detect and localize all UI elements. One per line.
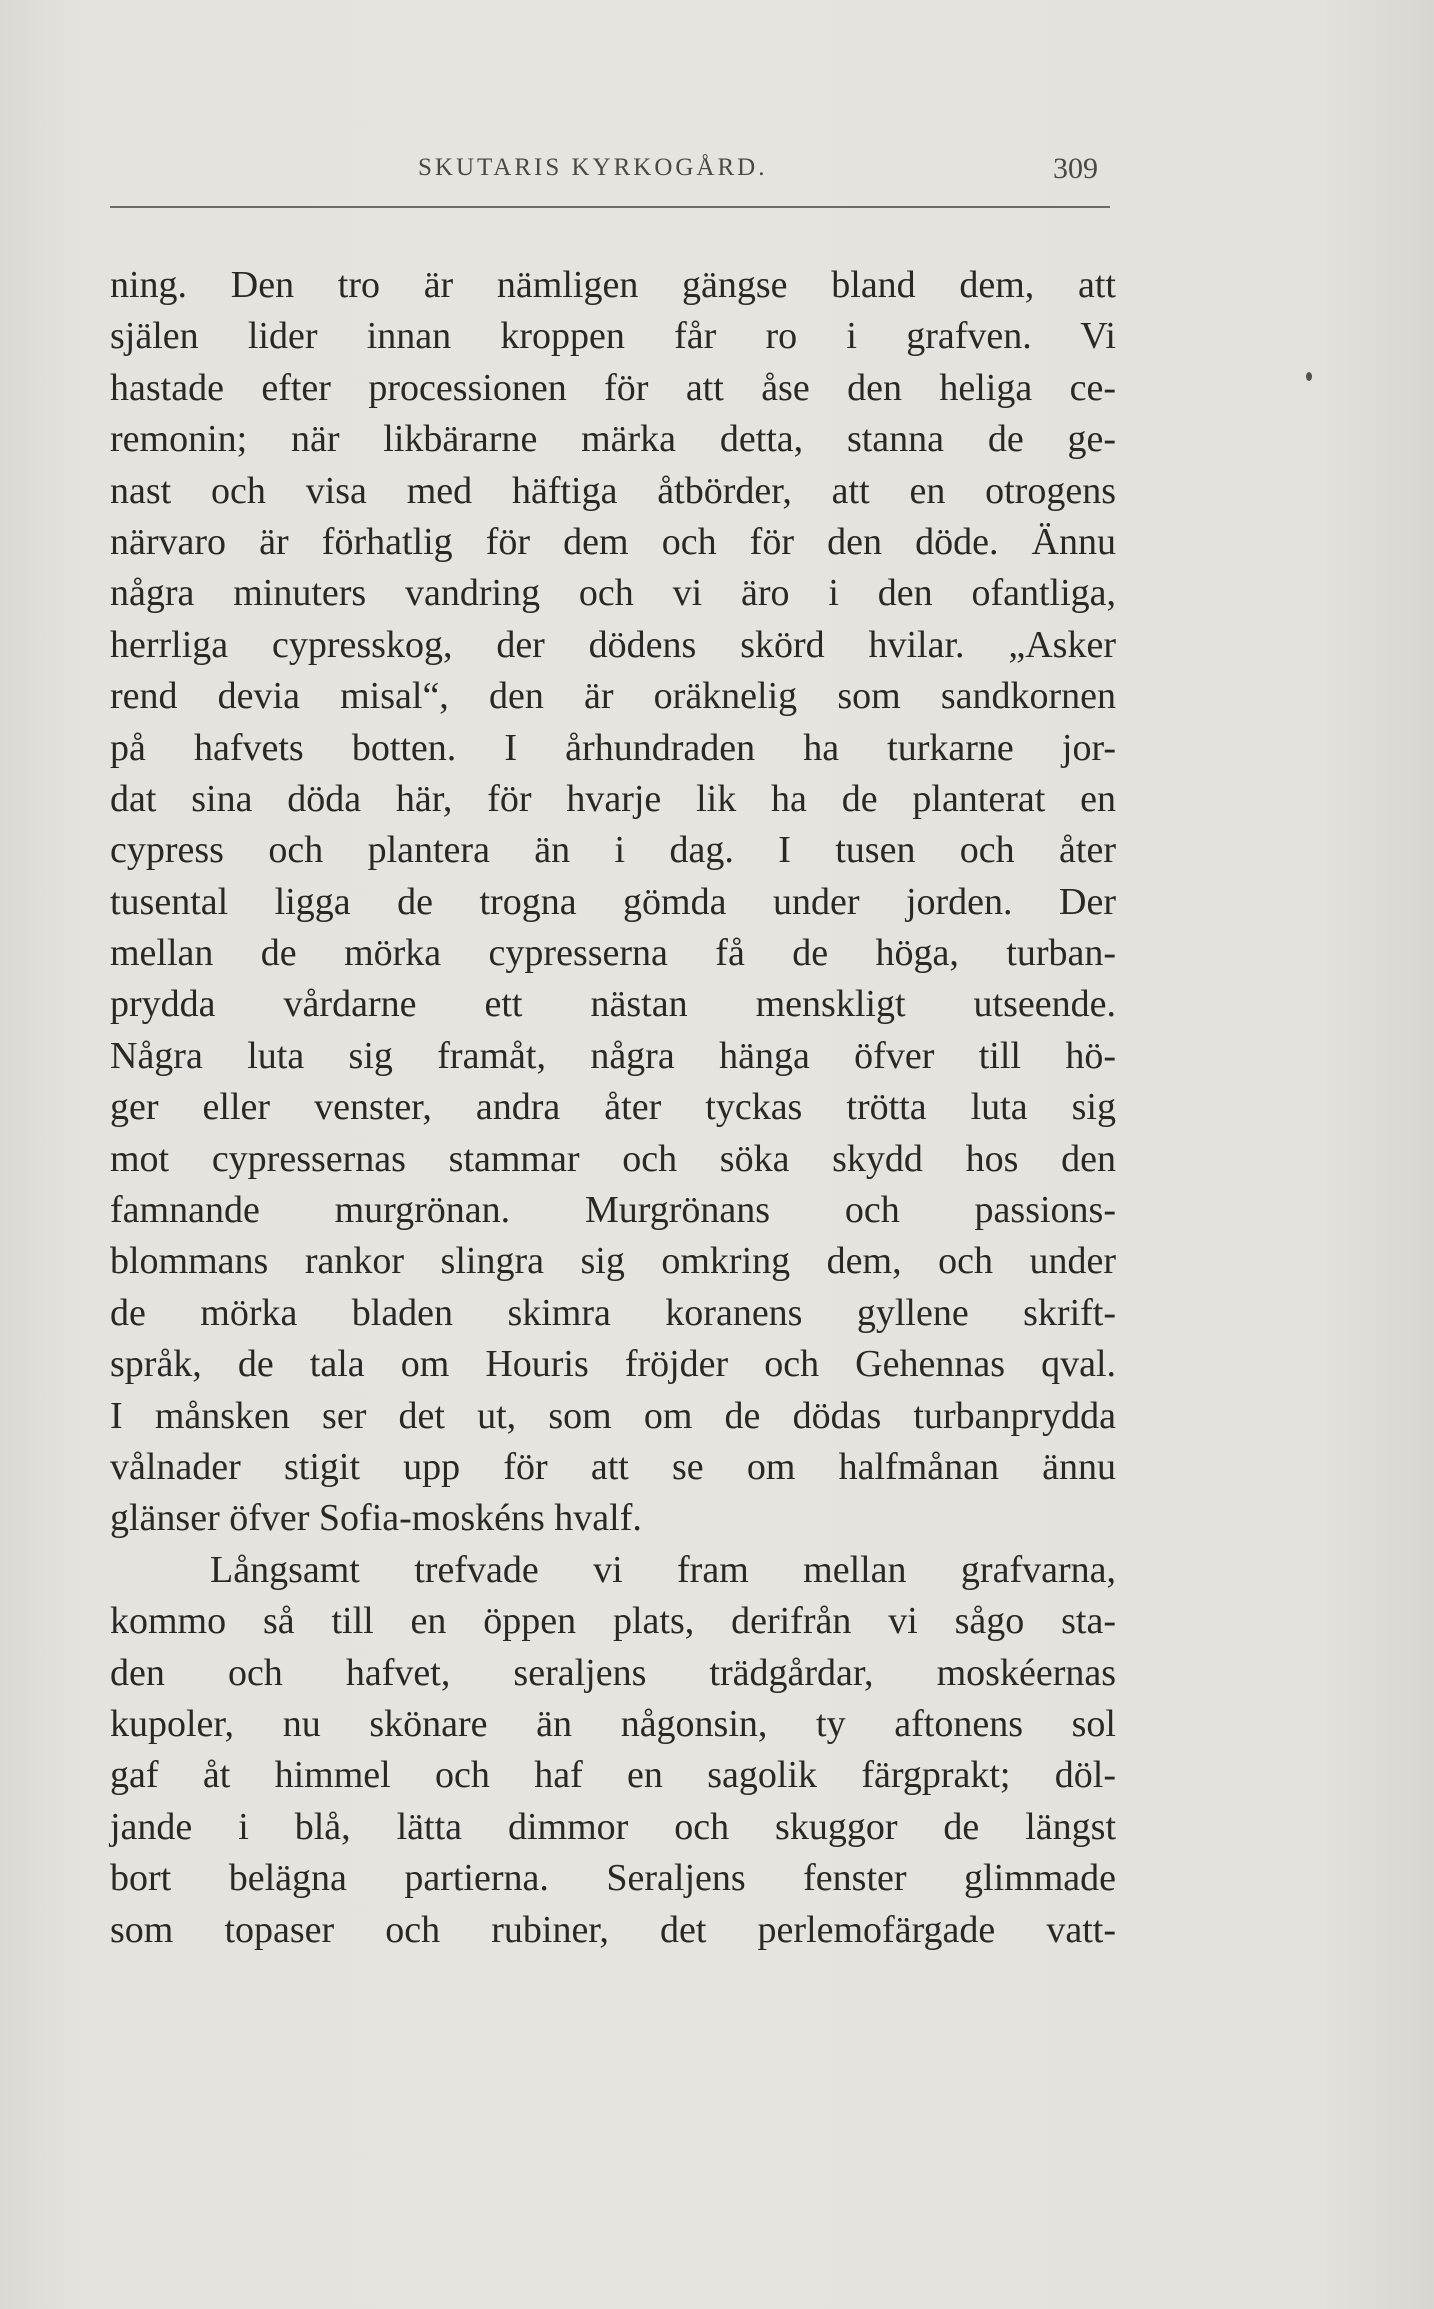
- body-text: [110, 260, 1116, 1956]
- text-line: Några luta sig framåt, några hänga öfver till hö-: [110, 1034, 1116, 1077]
- text-line: på hafvets botten. I århundraden ha turkarne jor-: [110, 726, 1116, 769]
- text-line: kupoler, nu skönare än någonsin, ty aftonens sol: [110, 1702, 1116, 1745]
- text-line: den och hafvet, seraljens trädgårdar, moskéernas: [110, 1651, 1116, 1694]
- text-line: herrliga cypresskog, der dödens skörd hvilar. „Asker: [110, 623, 1116, 666]
- text-line: rend devia misal“, den är oräknelig som sandkornen: [110, 675, 1116, 718]
- text-line: språk, de tala om Houris fröjder och Gehennas qval.: [110, 1343, 1116, 1386]
- text-line: närvaro är förhatlig för dem och för den döde. Ännu: [110, 520, 1116, 563]
- text-line: famnande murgrönan. Murgrönans och passions-: [110, 1189, 1116, 1232]
- text-line: ning. Den tro är nämligen gängse bland dem, att: [110, 264, 1116, 306]
- paragraph-2: [110, 1545, 1116, 1956]
- text-line: de mörka bladen skimra koranens gyllene skrift-: [110, 1291, 1116, 1334]
- ink-speck: [1306, 372, 1312, 381]
- text-line: mellan de mörka cypresserna få de höga, turban-: [110, 932, 1116, 975]
- text-line: cypress och plantera än i dag. I tusen och åter: [110, 829, 1116, 872]
- running-title: SKUTARIS KYRKOGÅRD.: [418, 154, 768, 181]
- text-line: gaf åt himmel och haf en sagolik färgprakt; döl-: [110, 1754, 1116, 1797]
- page-number: 309: [1053, 152, 1098, 185]
- text-line: ger eller venster, andra åter tyckas trötta luta sig: [110, 1086, 1116, 1129]
- text-line: bort belägna partierna. Seraljens fenster glimmade: [110, 1857, 1116, 1900]
- text-line: I månsken ser det ut, som om de dödas turbanprydda: [110, 1394, 1116, 1437]
- text-line: några minuters vandring och vi äro i den ofantliga,: [110, 572, 1116, 615]
- paragraph-1: [110, 260, 1116, 1545]
- text-line: remonin; när likbärarne märka detta, stanna de ge-: [110, 418, 1116, 461]
- text-line: som topaser och rubiner, det perlemofärgade vatt-: [110, 1908, 1116, 1951]
- text-line: blommans rankor slingra sig omkring dem, och under: [110, 1240, 1116, 1283]
- text-line: hastade efter processionen för att åse den heliga ce-: [110, 366, 1116, 409]
- text-line: vålnader stigit upp för att se om halfmånan ännu: [110, 1445, 1116, 1488]
- text-line: nast och visa med häftiga åtbörder, att en otrogens: [110, 469, 1116, 512]
- text-line: jande i blå, lätta dimmor och skuggor de längst: [110, 1805, 1116, 1848]
- text-line: dat sina döda här, för hvarje lik ha de planterat en: [110, 777, 1116, 820]
- text-line: glänser öfver Sofia-moskéns hvalf.: [110, 1497, 642, 1540]
- header-rule: [110, 206, 1110, 208]
- text-line: mot cypressernas stammar och söka skydd hos den: [110, 1137, 1116, 1180]
- text-line: tusental ligga de trogna gömda under jorden. Der: [110, 880, 1116, 923]
- text-line: prydda vårdarne ett nästan menskligt utseende.: [110, 983, 1116, 1026]
- text-line: kommo så till en öppen plats, derifrån vi sågo sta-: [110, 1600, 1116, 1643]
- text-line: Långsamt trefvade vi fram mellan grafvarna,: [210, 1548, 1116, 1591]
- text-line: själen lider innan kroppen får ro i grafven. Vi: [110, 315, 1116, 358]
- running-head: [110, 150, 1110, 190]
